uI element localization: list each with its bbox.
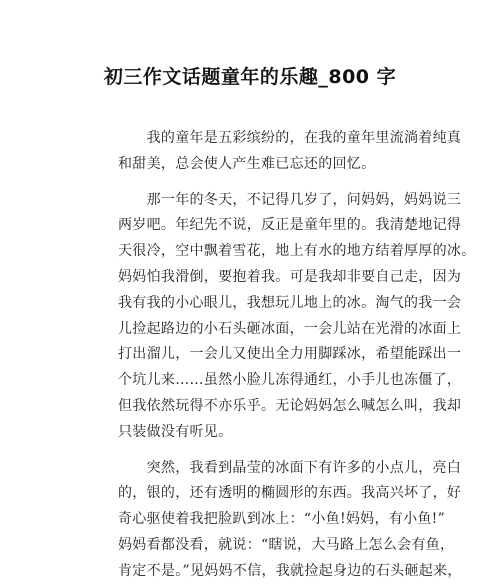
- text-line: 打出溜儿，一会儿又使出全力用脚踩冰，希望能踩出一: [118, 346, 462, 363]
- article-body: [118, 126, 476, 585]
- text-line: 的，银的，还有透明的椭圆形的东西。我高兴坏了，好: [118, 485, 462, 502]
- text-line: 那一年的冬天，不记得几岁了，问妈妈，妈妈说三: [118, 191, 462, 208]
- text-line: 妈妈怕我滑倒，要抱着我。可是我却非要自己走，因为: [118, 268, 462, 285]
- paragraph: [118, 188, 476, 446]
- text-line: 奇心驱使着我把脸趴到冰上：“小鱼!妈妈，有小鱼!”: [118, 511, 446, 528]
- text-line: 妈妈看都没看，就说：“瞎说，大马路上怎么会有鱼，: [118, 536, 455, 553]
- text-line: 个坑儿来……虽然小脸儿冻得通红，小手儿也冻僵了，: [118, 372, 462, 389]
- text-line: 儿捡起路边的小石头砸冰面，一会儿站在光滑的冰面上: [118, 320, 462, 337]
- text-line: 突然，我看到晶莹的冰面下有许多的小点儿，亮白: [118, 459, 462, 476]
- text-line: 两岁吧。年纪先不说，反正是童年里的。我清楚地记得: [118, 217, 462, 234]
- text-line: 天很冷，空中飘着雪花，地上有水的地方结着厚厚的冰。: [118, 243, 476, 260]
- paragraph: [118, 126, 462, 178]
- article-title: 初三作文话题童年的乐趣_800 字: [103, 66, 397, 88]
- text-line: 只装做没有听见。: [118, 423, 233, 440]
- text-line: 和甜美，总会使人产生难已忘还的回忆。: [118, 155, 376, 172]
- text-line: 我的童年是五彩缤纷的，在我的童年里流淌着纯真: [118, 130, 462, 146]
- paragraph: [118, 456, 462, 585]
- text-line: 肯定不是。”见妈妈不信，我就捡起身边的石头砸起来，: [118, 562, 462, 579]
- text-line: 我有我的小心眼儿，我想玩儿地上的冰。淘气的我一会: [118, 294, 462, 311]
- text-line: 但我依然玩得不亦乐乎。无论妈妈怎么喊怎么叫，我却: [118, 397, 462, 414]
